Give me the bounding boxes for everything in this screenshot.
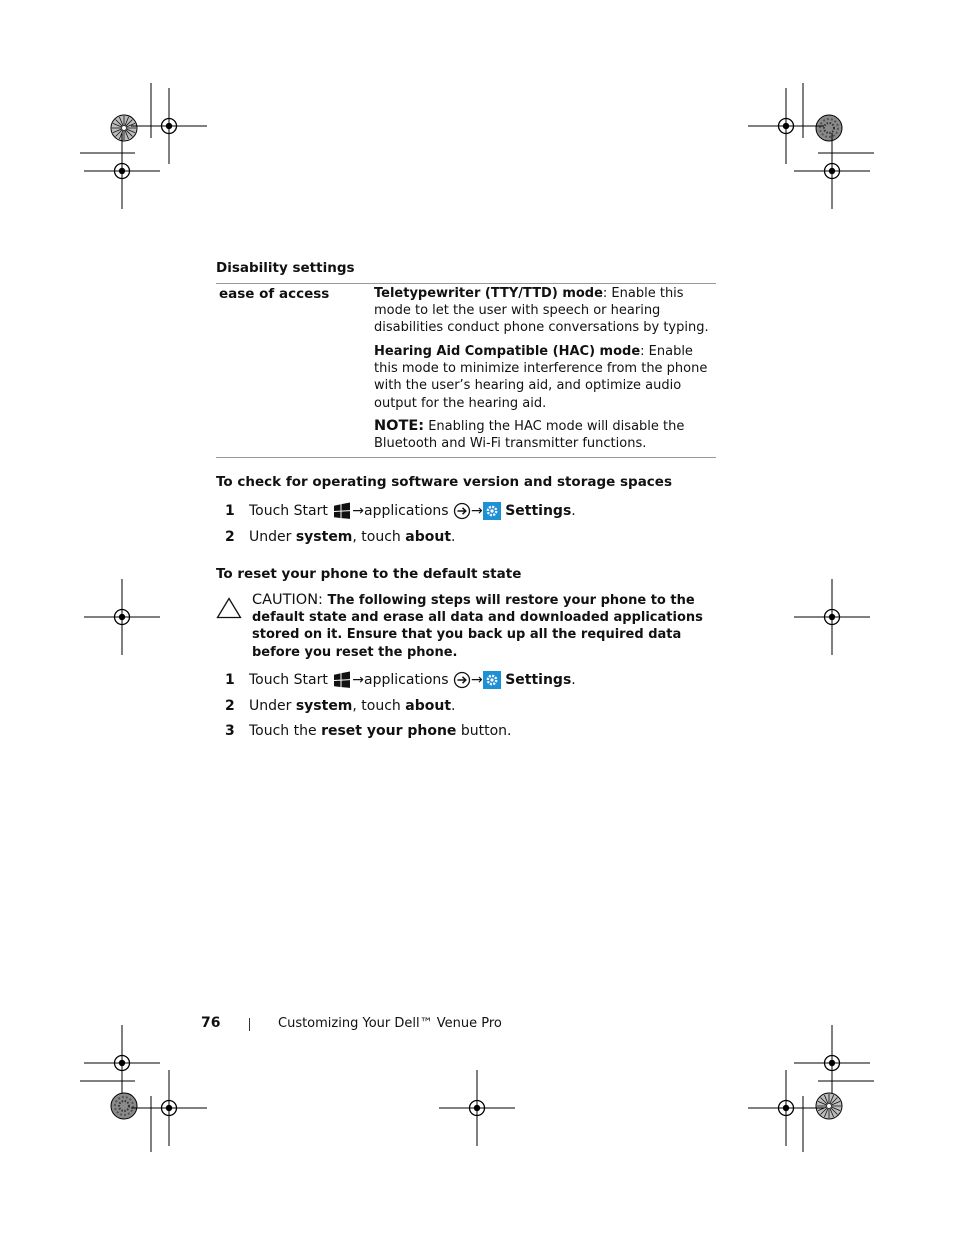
step-number: 2 xyxy=(225,529,235,545)
settings-label: Settings xyxy=(505,672,572,688)
windows-start-icon xyxy=(332,670,352,690)
table-row-label: ease of access xyxy=(219,286,330,302)
punctuation: . xyxy=(451,698,456,714)
caution-text: The following steps will restore your phone to the default state and erase all data and downloaded applications stored on it. Ensure that you back up all the required data before you reset the phone. xyxy=(252,593,703,660)
step-text: button. xyxy=(456,723,512,739)
caution-paragraph xyxy=(252,592,716,661)
page-number: 76 xyxy=(201,1015,221,1031)
table-bottom-rule xyxy=(216,457,716,458)
step-text: , touch xyxy=(352,529,406,545)
note-paragraph xyxy=(374,418,714,452)
hac-mode-description xyxy=(374,343,714,412)
step-text: applications xyxy=(364,503,454,519)
section-title-check-software: To check for operating software version and storage spaces xyxy=(216,474,672,490)
arrow-glyph: → xyxy=(471,672,483,688)
running-title: Customizing Your Dell™ Venue Pro xyxy=(278,1016,502,1031)
step-number: 2 xyxy=(225,698,235,714)
arrow-circle-icon xyxy=(453,671,471,689)
about-label: about xyxy=(405,529,452,545)
arrow-circle-icon xyxy=(453,502,471,520)
hac-mode-text: : Enable this mode to minimize interference from the phone with the user’s hearing aid, and optimize audio output for the hearing aid. xyxy=(374,344,708,411)
windows-start-icon xyxy=(332,501,352,521)
tty-mode-term: Teletypewriter (TTY/TTD) mode xyxy=(374,286,603,301)
punctuation: . xyxy=(571,672,576,688)
punctuation: . xyxy=(451,529,456,545)
step-number: 1 xyxy=(225,672,235,688)
tty-mode-description xyxy=(374,285,714,337)
caution-label: CAUTION: xyxy=(252,592,323,608)
punctuation: . xyxy=(571,503,576,519)
settings-gear-icon xyxy=(483,502,501,520)
note-label: NOTE: xyxy=(374,418,425,434)
settings-label: Settings xyxy=(505,503,572,519)
tty-mode-text: : Enable this mode to let the user with speech or hearing disabilities conduct phone conversations by typing. xyxy=(374,286,709,336)
section-title-reset-phone: To reset your phone to the default state xyxy=(216,566,522,582)
arrow-glyph: → xyxy=(352,672,365,688)
system-label: system xyxy=(295,529,353,545)
note-text: Enabling the HAC mode will disable the Bluetooth and Wi-Fi transmitter functions. xyxy=(374,419,685,452)
step-text: Touch Start xyxy=(249,672,333,688)
arrow-glyph: → xyxy=(471,503,483,519)
step-number: 1 xyxy=(225,503,235,519)
about-label: about xyxy=(405,698,452,714)
arrow-glyph: → xyxy=(352,503,365,519)
step-number: 3 xyxy=(225,723,235,739)
step-text: Under xyxy=(249,698,296,714)
step-text: Touch Start xyxy=(249,503,333,519)
system-label: system xyxy=(295,698,353,714)
section-title-disability-settings: Disability settings xyxy=(216,260,355,276)
footer-divider xyxy=(249,1018,250,1031)
step-text: Touch the xyxy=(249,723,322,739)
caution-triangle-icon xyxy=(216,597,242,619)
hac-mode-term: Hearing Aid Compatible (HAC) mode xyxy=(374,344,641,359)
reset-your-phone-label: reset your phone xyxy=(321,723,457,739)
settings-gear-icon xyxy=(483,671,501,689)
step-text: , touch xyxy=(352,698,406,714)
table-top-rule xyxy=(216,283,716,284)
step-text: Under xyxy=(249,529,296,545)
step-text: applications xyxy=(364,672,454,688)
